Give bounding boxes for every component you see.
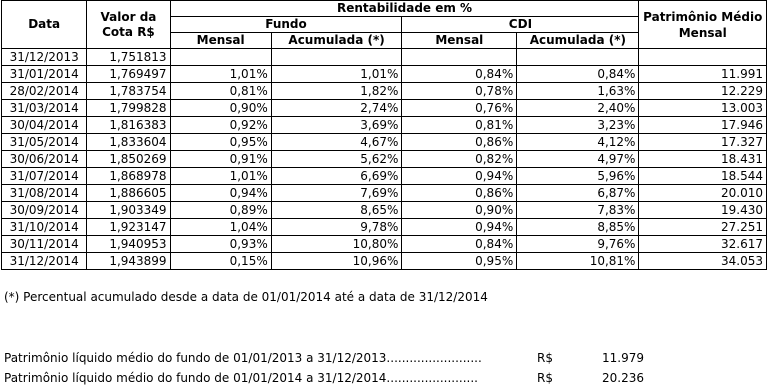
cell-valor-cota: 1,903349	[87, 202, 170, 219]
cell-data: 30/11/2014	[2, 236, 87, 253]
cell-cdi-mensal: 0,95%	[402, 253, 517, 270]
cell-cdi-acumulada: 1,63%	[517, 83, 639, 100]
cell-cdi-acumulada: 2,40%	[517, 100, 639, 117]
cell-data: 31/07/2014	[2, 168, 87, 185]
rentabilidade-table	[1, 0, 767, 270]
cell-data: 31/03/2014	[2, 100, 87, 117]
cell-cdi-acumulada: 4,12%	[517, 134, 639, 151]
cell-cdi-acumulada: 5,96%	[517, 168, 639, 185]
patrimonio-liquido-value: 20.236	[602, 371, 644, 385]
cell-valor-cota: 1,868978	[87, 168, 170, 185]
header-fundo: Fundo	[170, 17, 402, 33]
cell-fundo-acumulada: 7,69%	[271, 185, 402, 202]
cell-cdi-mensal: 0,81%	[402, 117, 517, 134]
table-row	[2, 83, 767, 100]
cell-cdi-acumulada	[517, 49, 639, 66]
table-row	[2, 134, 767, 151]
cell-patrimonio: 27.251	[639, 219, 767, 236]
cell-cdi-mensal: 0,82%	[402, 151, 517, 168]
table-row	[2, 117, 767, 134]
cell-patrimonio: 34.053	[639, 253, 767, 270]
cell-cdi-acumulada: 6,87%	[517, 185, 639, 202]
cell-fundo-mensal: 0,94%	[170, 185, 271, 202]
cell-valor-cota: 1,886605	[87, 185, 170, 202]
cell-cdi-mensal: 0,94%	[402, 219, 517, 236]
cell-patrimonio: 17.327	[639, 134, 767, 151]
cell-cdi-mensal: 0,84%	[402, 236, 517, 253]
cell-fundo-acumulada: 3,69%	[271, 117, 402, 134]
cell-valor-cota: 1,816383	[87, 117, 170, 134]
cell-fundo-acumulada: 2,74%	[271, 100, 402, 117]
cell-fundo-mensal: 1,04%	[170, 219, 271, 236]
cell-valor-cota: 1,751813	[87, 49, 170, 66]
cell-fundo-acumulada: 10,96%	[271, 253, 402, 270]
cell-fundo-mensal: 0,90%	[170, 100, 271, 117]
cell-cdi-acumulada: 9,76%	[517, 236, 639, 253]
cell-fundo-acumulada: 1,82%	[271, 83, 402, 100]
cell-fundo-acumulada: 8,65%	[271, 202, 402, 219]
header-cdi: CDI	[402, 17, 639, 33]
table-row	[2, 49, 767, 66]
cell-valor-cota: 1,799828	[87, 100, 170, 117]
table-row	[2, 151, 767, 168]
table-row	[2, 100, 767, 117]
cell-patrimonio: 17.946	[639, 117, 767, 134]
cell-cdi-mensal: 0,94%	[402, 168, 517, 185]
cell-fundo-acumulada: 10,80%	[271, 236, 402, 253]
cell-fundo-mensal: 0,91%	[170, 151, 271, 168]
cell-data: 31/12/2013	[2, 49, 87, 66]
cell-patrimonio: 13.003	[639, 100, 767, 117]
cell-cdi-acumulada: 4,97%	[517, 151, 639, 168]
header-rentabilidade: Rentabilidade em %	[170, 1, 639, 17]
cell-valor-cota: 1,940953	[87, 236, 170, 253]
table-row	[2, 185, 767, 202]
cell-data: 31/08/2014	[2, 185, 87, 202]
table-row	[2, 219, 767, 236]
cell-cdi-acumulada: 0,84%	[517, 66, 639, 83]
header-cdi-mensal: Mensal	[402, 33, 517, 49]
cell-patrimonio: 32.617	[639, 236, 767, 253]
cell-data: 31/12/2014	[2, 253, 87, 270]
cell-cdi-acumulada: 10,81%	[517, 253, 639, 270]
header-data: Data	[2, 1, 87, 49]
cell-cdi-mensal: 0,86%	[402, 134, 517, 151]
cell-data: 30/06/2014	[2, 151, 87, 168]
cell-patrimonio: 20.010	[639, 185, 767, 202]
table-row	[2, 236, 767, 253]
cell-fundo-mensal: 0,95%	[170, 134, 271, 151]
cell-data: 30/04/2014	[2, 117, 87, 134]
header-cdi-acumulada: Acumulada (*)	[517, 33, 639, 49]
cell-fundo-acumulada: 5,62%	[271, 151, 402, 168]
patrimonio-liquido-text: Patrimônio líquido médio do fundo de 01/01/2013 a 31/12/2013.........................	[4, 351, 482, 365]
cell-patrimonio: 18.431	[639, 151, 767, 168]
cell-fundo-mensal: 0,81%	[170, 83, 271, 100]
header-fundo-mensal: Mensal	[170, 33, 271, 49]
cell-patrimonio: 19.430	[639, 202, 767, 219]
table-row	[2, 253, 767, 270]
patrimonio-liquido-currency: R$	[537, 351, 553, 365]
cell-fundo-mensal: 1,01%	[170, 66, 271, 83]
cell-fundo-acumulada: 4,67%	[271, 134, 402, 151]
cell-fundo-mensal: 0,93%	[170, 236, 271, 253]
cell-valor-cota: 1,769497	[87, 66, 170, 83]
cell-data: 30/09/2014	[2, 202, 87, 219]
header-fundo-acumulada: Acumulada (*)	[271, 33, 402, 49]
cell-valor-cota: 1,850269	[87, 151, 170, 168]
table-row	[2, 202, 767, 219]
cell-valor-cota: 1,783754	[87, 83, 170, 100]
cell-fundo-acumulada: 6,69%	[271, 168, 402, 185]
cell-data: 31/01/2014	[2, 66, 87, 83]
cell-patrimonio: 18.544	[639, 168, 767, 185]
patrimonio-liquido-currency: R$	[537, 371, 553, 385]
cell-patrimonio: 11.991	[639, 66, 767, 83]
cell-fundo-acumulada: 1,01%	[271, 66, 402, 83]
cell-fundo-acumulada: 9,78%	[271, 219, 402, 236]
cell-cdi-mensal	[402, 49, 517, 66]
cell-cdi-acumulada: 8,85%	[517, 219, 639, 236]
cell-valor-cota: 1,943899	[87, 253, 170, 270]
cell-fundo-mensal: 1,01%	[170, 168, 271, 185]
table-row	[2, 168, 767, 185]
patrimonio-liquido-value: 11.979	[602, 351, 644, 365]
cell-cdi-mensal: 0,90%	[402, 202, 517, 219]
cell-data: 28/02/2014	[2, 83, 87, 100]
cell-valor-cota: 1,923147	[87, 219, 170, 236]
cell-fundo-mensal: 0,89%	[170, 202, 271, 219]
footnote: (*) Percentual acumulado desde a data de 01/01/2014 até a data de 31/12/2014	[4, 290, 488, 304]
cell-cdi-mensal: 0,76%	[402, 100, 517, 117]
table-row	[2, 66, 767, 83]
cell-fundo-acumulada	[271, 49, 402, 66]
patrimonio-liquido-text: Patrimônio líquido médio do fundo de 01/01/2014 a 31/12/2014........................	[4, 371, 478, 385]
cell-cdi-mensal: 0,86%	[402, 185, 517, 202]
header-row-1	[2, 1, 767, 17]
cell-fundo-mensal	[170, 49, 271, 66]
cell-data: 31/05/2014	[2, 134, 87, 151]
header-valor-cota: Valor da Cota R$	[87, 1, 170, 49]
cell-patrimonio: 12.229	[639, 83, 767, 100]
cell-cdi-mensal: 0,78%	[402, 83, 517, 100]
cell-cdi-mensal: 0,84%	[402, 66, 517, 83]
cell-cdi-acumulada: 3,23%	[517, 117, 639, 134]
cell-patrimonio	[639, 49, 767, 66]
cell-fundo-mensal: 0,15%	[170, 253, 271, 270]
cell-valor-cota: 1,833604	[87, 134, 170, 151]
cell-cdi-acumulada: 7,83%	[517, 202, 639, 219]
header-patrimonio: Patrimônio Médio Mensal	[639, 1, 767, 49]
cell-fundo-mensal: 0,92%	[170, 117, 271, 134]
cell-data: 31/10/2014	[2, 219, 87, 236]
